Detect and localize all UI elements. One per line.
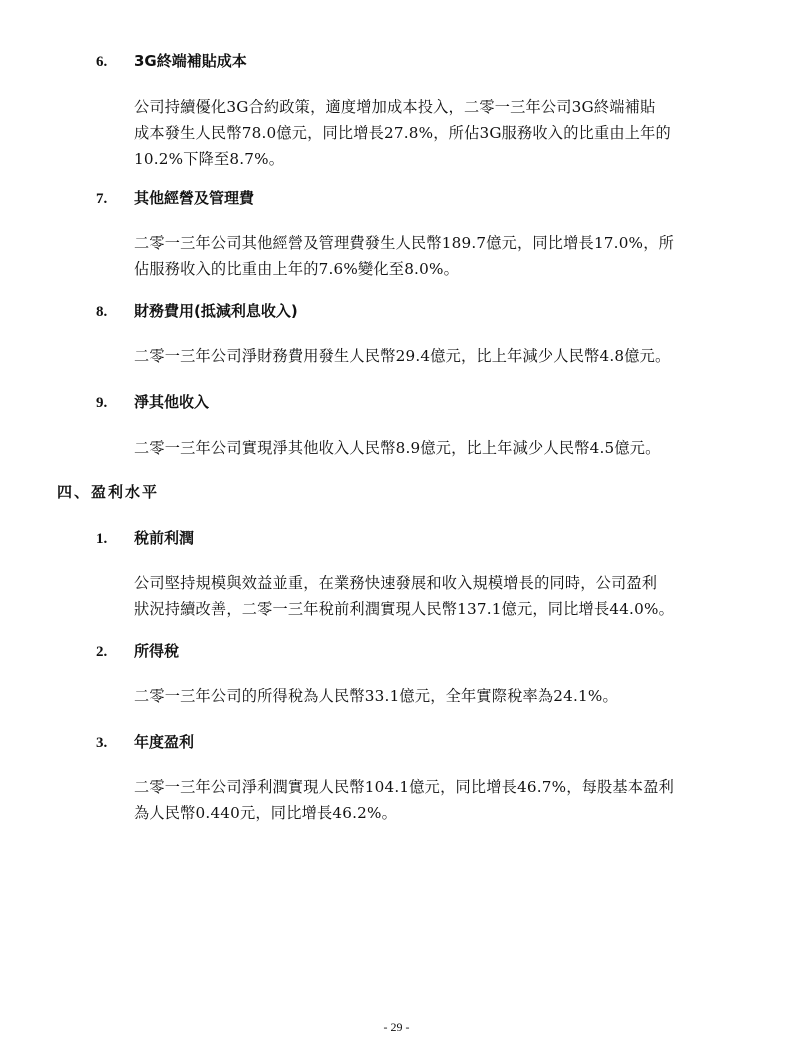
item-number: 8. [96,304,108,320]
item-7-paragraph [134,230,738,282]
item-9-heading [96,392,209,413]
paragraph-line: 二零一三年公司其他經營及管理費發生人民幣189.7億元，同比增長17.0%，所 [134,234,674,252]
paragraph-line: 成本發生人民幣78.0億元，同比增長27.8%，所佔3G服務收入的比重由上年的 [134,124,671,142]
section-item-2-heading [96,641,179,662]
paragraph-line: 二零一三年公司淨財務費用發生人民幣29.4億元，比上年減少人民幣4.8億元。 [134,347,671,365]
paragraph-line: 二零一三年公司的所得稅為人民幣33.1億元，全年實際稅率為24.1%。 [134,687,618,705]
section-heading: 四、盈利水平 [57,483,160,501]
paragraph-line: 二零一三年公司淨利潤實現人民幣104.1億元，同比增長46.7%，每股基本盈利 [134,778,674,796]
paragraph-line: 佔服務收入的比重由上年的7.6%變化至8.0%。 [134,260,459,278]
item-7-heading [96,188,254,209]
paragraph-line: 為人民幣0.440元，同比增長46.2%。 [134,804,397,822]
item-title: 年度盈利 [134,733,195,751]
section-item-1-paragraph [134,570,738,622]
paragraph-line: 二零一三年公司實現淨其他收入人民幣8.9億元，比上年減少人民幣4.5億元。 [134,439,661,457]
section-item-3-heading [96,732,194,753]
section-item-3-paragraph [134,774,738,826]
item-title: 其他經營及管理費 [134,189,255,207]
item-number: 6. [96,54,108,70]
section-item-1-heading [96,528,194,549]
item-title: 所得稅 [134,642,180,660]
section-item-2-paragraph [134,683,738,709]
paragraph-line: 公司持續優化3G合約政策，適度增加成本投入，二零一三年公司3G終端補貼 [134,98,656,116]
item-title: 財務費用(抵減利息收入) [134,302,298,320]
item-number: 1. [96,531,108,547]
paragraph-line: 公司堅持規模與效益並重，在業務快速發展和收入規模增長的同時，公司盈利 [134,574,658,592]
item-number: 7. [96,191,108,207]
item-9-paragraph [134,435,738,461]
paragraph-line: 10.2%下降至8.7%。 [134,150,285,168]
item-8-paragraph [134,343,738,369]
page-number: - 29 - [383,1020,410,1034]
item-8-heading [96,301,298,322]
item-6-heading [96,51,247,72]
item-title: 稅前利潤 [134,529,195,547]
paragraph-line: 狀況持續改善，二零一三年稅前利潤實現人民幣137.1億元，同比增長44.0%。 [134,600,674,618]
item-number: 2. [96,644,108,660]
item-title: 3G終端補貼成本 [134,52,247,70]
item-title: 淨其他收入 [134,393,210,411]
item-number: 3. [96,735,108,751]
item-6-paragraph [134,94,738,172]
item-number: 9. [96,395,108,411]
